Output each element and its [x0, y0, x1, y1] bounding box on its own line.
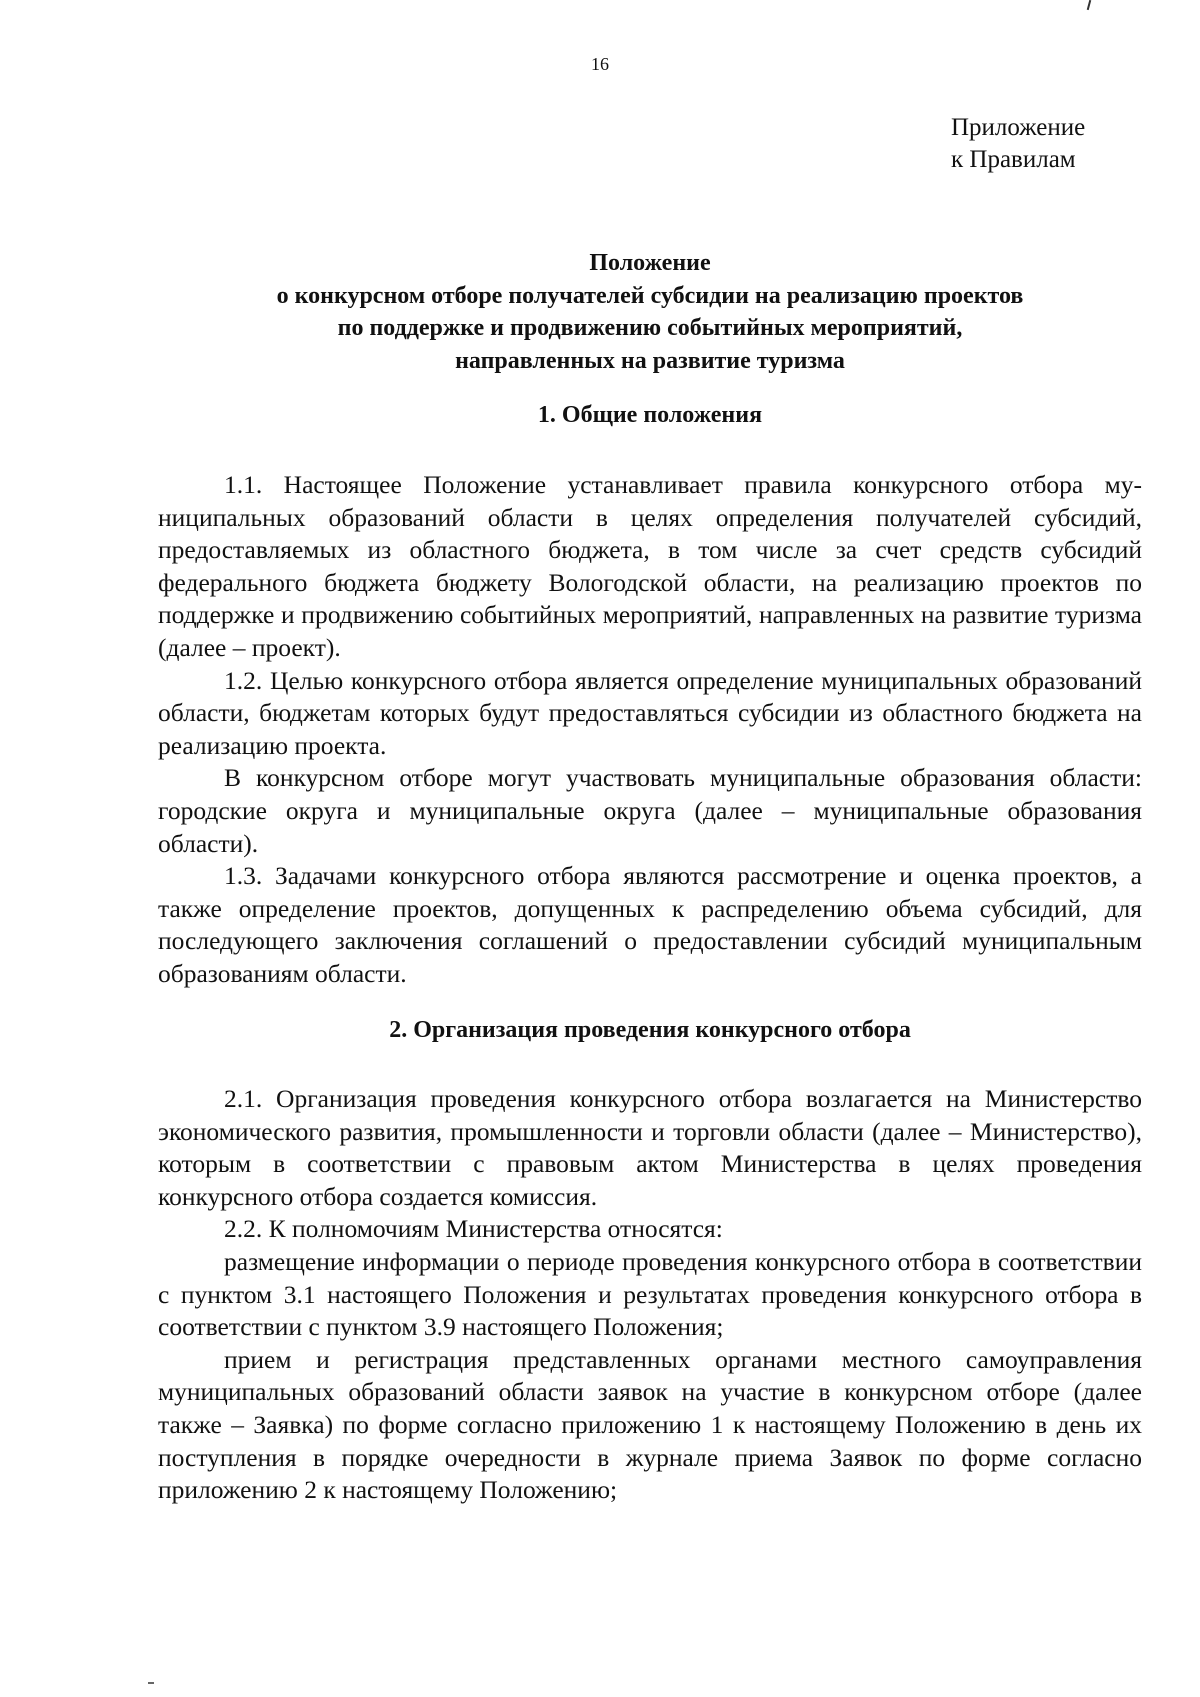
paragraph-1-2-participants: В конкурсном отборе могут участвовать муниципальные образования области: городские округа и муниципальные округа (далее – муниципальные образования области). — [158, 763, 1142, 858]
section-1-body — [158, 469, 1142, 991]
paragraph-2-2-item-1: размещение информации о периоде проведения конкурсного отбора в соответствии с пунктом 3.1 настоящего Положения и результатах проведения конкурсного отбора в соответствии с пунктом 3.9 настоящего Положения; — [158, 1246, 1142, 1342]
paragraph-2-1: 2.1. Организация проведения конкурсного отбора возлагается на Министерство экономического развития, промышленности и торговли области (далее – Министерство), которым в соответствии с правовым актом Министерства в целях проведения конкурсного отбора создается комиссия. — [158, 1084, 1142, 1211]
appendix-line-2: к Правилам — [951, 146, 1076, 173]
title-line-4: направленных на развитие туризма — [455, 347, 845, 374]
appendix-line-1: Приложение — [951, 114, 1086, 141]
appendix-note — [951, 112, 1085, 176]
title-line-1: Положение — [589, 250, 711, 276]
title-line-2: о конкурсном отборе получателей субсидии на реализацию проектов — [276, 282, 1024, 309]
section-2-heading: 2. Организация проведения конкурсного отбора — [389, 1017, 911, 1043]
paragraph-2-2: 2.2. К полномочиям Министерства относятся: — [224, 1214, 723, 1244]
paragraph-1-3: 1.3. Задачами конкурсного отбора являются рассмотрение и оценка проектов, а также определение проектов, допущенных к распределению объема субсидий, для последующего заключения соглашений о предоставлении субсидий муниципальным образованиям области. — [158, 861, 1142, 988]
paragraph-1-1: 1.1. Настоящее Положение устанавливает правила конкурсного отбора муниципальных образований области в целях определения получателей субсидий, предоставляемых из областного бюджета, в том числе за счет средств субсидий федерального бюджета бюджету Вологодской области, на реализацию проектов по поддержке и продвижению событийных мероприятий, направленных на развитие туризма (далее – проект). — [158, 470, 1142, 662]
section-2-body — [158, 1083, 1142, 1507]
paragraph-1-2: 1.2. Целью конкурсного отбора является определение муниципальных образований области, бюджетам которых будут предоставляться субсидии из областного бюджета на реализацию проекта. — [158, 665, 1142, 760]
scan-mark — [1087, 0, 1092, 10]
paragraph-2-2-item-2: прием и регистрация представленных органами местного самоуправления муниципальных образований области заявок на участие в конкурсном отборе (далее также – Заявка) по форме согласно приложению 1 к настоящему Положению в день их поступления в порядке очередности в журнале приема Заявок по форме согласно приложению 2 к настоящему Положению; — [158, 1344, 1142, 1505]
section-1-heading: 1. Общие положения — [537, 402, 763, 428]
page-number: 16 — [591, 54, 609, 74]
document-title — [130, 247, 1170, 377]
title-line-3: по поддержке и продвижению событийных мероприятий, — [337, 315, 963, 341]
scan-dot — [148, 1682, 154, 1684]
